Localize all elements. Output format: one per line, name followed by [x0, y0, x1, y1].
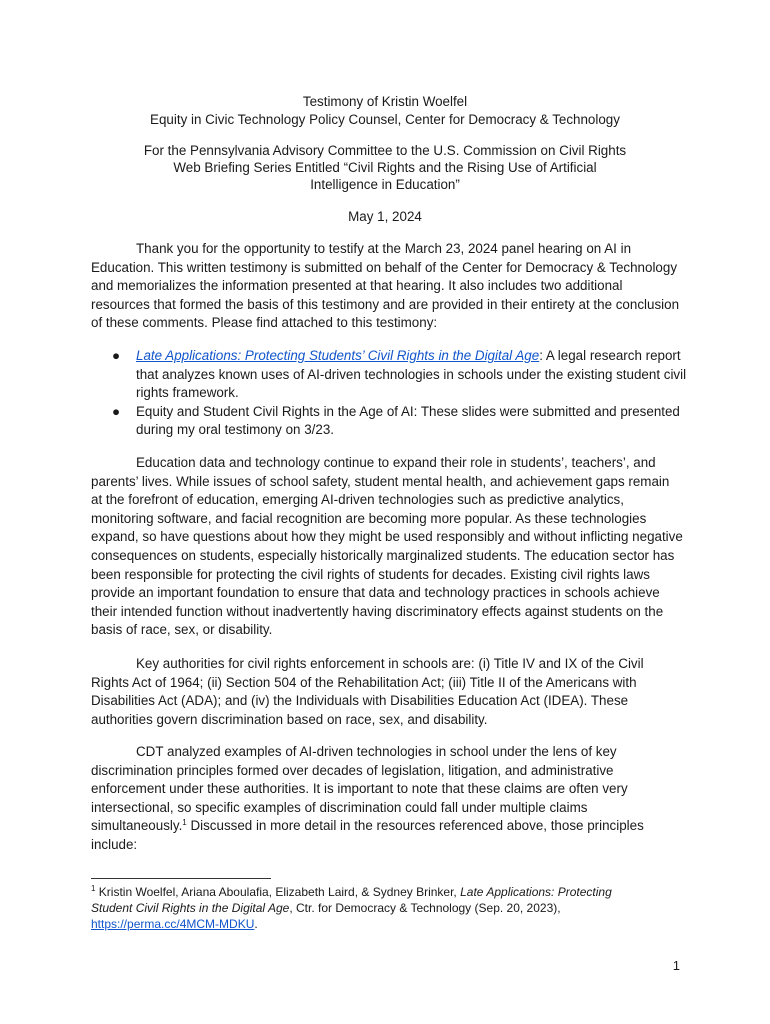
education-data-paragraph-block — [91, 454, 683, 640]
footnote-publisher: , Ctr. for Democracy & Technology (Sep. 20, 2023), — [289, 900, 561, 915]
bullet-icon: ● — [112, 348, 121, 363]
footnote-number: 1 — [91, 884, 96, 893]
testimony-date: May 1, 2024 — [348, 209, 422, 224]
testimony-title: Testimony of Kristin Woelfel — [302, 94, 468, 109]
footnote — [91, 885, 651, 932]
attachment-description: Equity and Student Civil Rights in the Age of AI: These slides were submitted and presented during my oral testimony on 3/23. — [136, 403, 680, 438]
attachment-item — [91, 347, 691, 403]
page-number: 1 — [672, 958, 680, 973]
venue-line-3: Intelligence in Education” — [310, 177, 460, 192]
footnote-end: . — [254, 916, 258, 931]
key-authorities-paragraph-block — [91, 655, 683, 729]
perma-cc-link[interactable]: https://perma.cc/4MCM-MDKU — [91, 916, 255, 931]
education-data-paragraph: Education data and technology continue to expand their role in students’, teachers’, and parents’ lives. While issues of school safety, student mental health, and achievement gaps remain at the forefront of education, emerging AI-driven technologies such as predictive analytics, monitoring software, and facial recognition are becoming more popular. As these technologies expand, so have questions about how they might be used responsibly and without inflicting negative consequences on students, especially historically marginalized students. The education sector has been responsible for protecting the civil rights of students for decades. Existing civil rights laws provide an important foundation to ensure that data and technology practices in schools achieve their intended function without inadvertently having discriminatory effects against students on the basis of race, sex, or disability. — [91, 455, 683, 638]
cdt-analysis-paragraph-block — [91, 743, 683, 855]
footnote-authors: Kristin Woelfel, Ariana Aboulafia, Elizabeth Laird, & Sydney Brinker, — [95, 885, 461, 899]
key-authorities-paragraph: Key authorities for civil rights enforcement in schools are: (i) Title IV and IX of the Civil Rights Act of 1964; (ii) Section 504 of the Rehabilitation Act; (iii) Title II of the Americans with Disabilities Act (ADA); and (iv) the Individuals with Disabilities Education Act (IDEA). These authorities govern discrimination based on race, sex, and disability. — [91, 656, 644, 727]
late-applications-report-link[interactable]: Late Applications: Protecting Students’ Civil Rights in the Digital Age — [136, 348, 540, 363]
cdt-analysis-text: CDT analyzed examples of AI-driven technologies in school under the lens of key discrimination principles formed over decades of legislation, litigation, and administrative enforcement under these authorities. It is important to note that these claims are often very intersectional, so specific examples of discrimination could fall under multiple claims simultaneously. — [91, 744, 628, 834]
footnote-title: Late Applications: Protecting Student Civil Rights in the Digital Age — [91, 885, 612, 915]
cdt-analysis-text-continued: Discussed in more detail in the resources referenced above, those principles include: — [91, 818, 644, 852]
author-role: Equity in Civic Technology Policy Counsel, Center for Democracy & Technology — [150, 112, 620, 127]
footnote-reference[interactable]: 1 — [182, 818, 187, 828]
intro-paragraph-block — [91, 240, 683, 333]
venue-line-1: For the Pennsylvania Advisory Committee to the U.S. Commission on Civil Rights — [143, 143, 627, 158]
footnote-divider — [91, 878, 271, 879]
attachment-description: : A legal research report that analyzes known uses of AI-driven technologies in schools under the existing student civil rights framework. — [136, 348, 687, 401]
attachments-list — [91, 347, 691, 440]
bullet-icon: ● — [112, 403, 121, 419]
venue-line-2: Web Briefing Series Entitled “Civil Rights and the Rising Use of Artificial — [173, 160, 597, 175]
intro-paragraph: Thank you for the opportunity to testify at the March 23, 2024 panel hearing on AI in Education. This written testimony is submitted on behalf of the Center for Democracy & Technology and memorializes the information presented at that hearing. It also includes two additional resources that formed the basis of this testimony and are provided in their entirety at the conclusion of these comments. Please find attached to this testimony: — [91, 241, 680, 331]
cdt-analysis-paragraph — [91, 743, 683, 855]
attachment-item — [91, 403, 691, 440]
